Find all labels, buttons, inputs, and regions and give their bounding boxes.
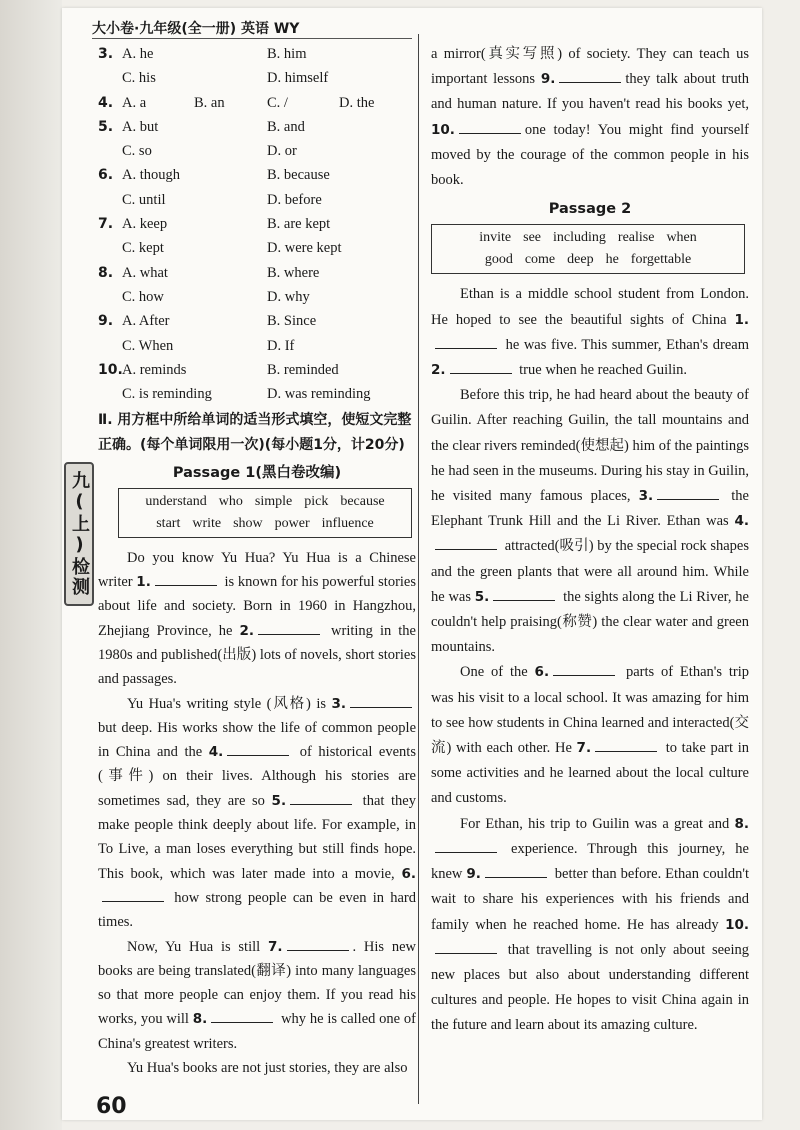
- blank-number: 7.: [576, 740, 592, 757]
- question-number: [98, 66, 122, 90]
- passage-1-body: [98, 546, 416, 1081]
- answer-blank: [102, 887, 164, 902]
- passage-paragraph: [431, 383, 749, 660]
- header-rule: [92, 38, 412, 39]
- box-word: understand: [145, 493, 207, 509]
- right-column: [431, 42, 749, 1039]
- answer-blank: [290, 790, 352, 805]
- answer-blank: [459, 119, 521, 134]
- side-tab-label: 九(上)检测: [64, 462, 94, 606]
- blank-number: 3.: [638, 488, 654, 505]
- blank-number: 6.: [401, 865, 416, 882]
- answer-blank: [559, 68, 621, 83]
- page-number: 60: [96, 1094, 127, 1119]
- answer-blank: [450, 359, 512, 374]
- blank-number: 9.: [540, 71, 556, 88]
- paragraph-text: the sights along the Li River, he couldn't help praising(称赞) the clear water and green mountains.: [431, 588, 749, 656]
- word-box-row: [436, 227, 740, 249]
- paragraph-text: Do you know Yu Hua? Yu Hua is a Chinese writer: [98, 549, 416, 591]
- box-word: deep: [567, 252, 594, 268]
- passage-1-continued: [431, 42, 749, 193]
- option-choice: A. a: [122, 94, 147, 111]
- option-choice: B. where: [267, 264, 320, 281]
- option-row: [98, 212, 416, 236]
- option-choice: A. what: [122, 264, 168, 281]
- paragraph-text: writing in the 1980s and published(出版) lots of novels, short stories and passages.: [98, 622, 416, 688]
- question-number: 4.: [98, 94, 114, 111]
- passage-paragraph: [98, 1056, 416, 1080]
- blank-number: 7.: [267, 938, 283, 955]
- paragraph-text: Yu Hua's writing style (风格) is: [127, 695, 332, 712]
- paragraph-text: . His new books are being translated(翻译) into many languages so that more people can enjoy them. If you read his works, you will: [98, 938, 416, 1028]
- page-header: 大小卷·九年级(全一册) 英语 WY: [92, 21, 300, 37]
- paragraph-text: he was five. This summer, Ethan's dream: [501, 336, 749, 353]
- option-choice: A. though: [122, 167, 180, 184]
- box-word: realise: [617, 230, 655, 246]
- option-choice: C. so: [122, 143, 152, 160]
- box-word: power: [274, 515, 310, 531]
- question-number: [98, 334, 122, 358]
- option-choice: B. him: [267, 46, 307, 62]
- paragraph-text: One of the: [460, 664, 535, 681]
- question-number: 10.: [98, 361, 123, 378]
- question-number: 5.: [98, 118, 114, 135]
- option-choice: D. before: [267, 191, 322, 208]
- passage-paragraph: [98, 692, 416, 935]
- option-choice: A. keep: [122, 216, 168, 233]
- answer-blank: [553, 661, 615, 676]
- answer-blank: [258, 620, 320, 635]
- options-list: [98, 42, 416, 406]
- paragraph-text: parts of Ethan's trip was his visit to a local school. It was amazing for him to see how students in China learned and interacted(交流) with each other. He: [431, 664, 750, 757]
- passage-paragraph: [431, 660, 749, 811]
- answer-blank: [287, 936, 349, 951]
- paragraph-text: of historical events (事件) on their lives. Although his stories are sometimes sad, they are so: [98, 744, 416, 809]
- option-row: [98, 66, 416, 90]
- answer-blank: [211, 1008, 273, 1023]
- option-choice: D. If: [267, 337, 295, 354]
- box-word: forgettable: [630, 252, 692, 268]
- option-choice: D. why: [267, 288, 310, 305]
- option-choice: B. an: [194, 94, 225, 111]
- box-word: when: [666, 230, 697, 246]
- answer-blank: [435, 939, 497, 954]
- paragraph-text: For Ethan, his trip to Guilin was a great and: [460, 815, 735, 832]
- question-number: 7.: [98, 216, 114, 233]
- blank-number: 9.: [466, 866, 481, 883]
- option-choice: B. reminded: [267, 361, 339, 378]
- question-number: 8.: [98, 264, 114, 281]
- blank-number: 5.: [271, 792, 287, 809]
- option-choice: B. are kept: [267, 216, 331, 233]
- blank-number: 5.: [474, 588, 490, 605]
- paragraph-text: Now, Yu Hua is still: [127, 938, 268, 955]
- answer-blank: [350, 693, 412, 708]
- option-choice: D. the: [339, 94, 375, 111]
- option-choice: D. were kept: [267, 240, 342, 257]
- option-choice: D. or: [267, 143, 297, 160]
- option-choice: B. because: [267, 167, 330, 184]
- option-row: [98, 163, 416, 187]
- blank-number: 2.: [431, 362, 446, 379]
- option-row: [98, 261, 416, 285]
- paragraph-text: that travelling is not only about seeing new places but also about understanding different cultures and people. He hopes to visit China again in the future and learn about its amazing culture.: [431, 941, 749, 1034]
- option-row: [98, 115, 416, 139]
- paragraph-text: Before this trip, he had heard about the beauty of Guilin. After reaching Guilin, the tall mountains and the clear rivers reminded(使想起) him of the paintings he had seen in the museums. During his stay in Guilin, he visited many famous places,: [431, 387, 749, 505]
- option-choice: C. is reminding: [122, 386, 212, 403]
- box-word: come: [524, 252, 556, 268]
- paragraph-text: a mirror(真实写照) of society. They can teach us important lessons: [431, 46, 749, 88]
- option-row: [98, 334, 416, 358]
- box-word: simple: [254, 493, 293, 509]
- answer-blank: [435, 535, 497, 550]
- option-row: [98, 382, 416, 406]
- option-choice: D. was reminding: [267, 386, 371, 403]
- word-box-row: [123, 513, 407, 535]
- option-choice: B. and: [267, 118, 305, 135]
- paragraph-text: they talk about truth and human nature. If you haven't read his books yet,: [431, 71, 749, 113]
- option-choice: C. until: [122, 191, 166, 208]
- option-row: [98, 91, 416, 115]
- paragraph-text: is known for his powerful stories about life and society. Born in 1960 in Hangzhou, Zhejiang Province, he: [98, 574, 417, 639]
- question-number: [98, 382, 122, 406]
- passage-paragraph: [431, 812, 749, 1039]
- binding-shadow: [0, 0, 62, 1130]
- box-word: see: [523, 230, 542, 246]
- paragraph-text: how strong people can be even in hard times.: [98, 889, 416, 931]
- blank-number: 10.: [431, 121, 455, 138]
- option-choice: C. kept: [122, 240, 164, 257]
- blank-number: 4.: [734, 513, 749, 530]
- box-word: good: [484, 252, 513, 268]
- answer-blank: [435, 334, 497, 349]
- blank-number: 2.: [239, 622, 255, 639]
- section-2-instruction: Ⅱ. 用方框中所给单词的适当形式填空，使短文完整正确。(每个单词限用一次)(每小题1分，计20分): [98, 412, 412, 453]
- passage-paragraph: [98, 546, 416, 692]
- box-word: show: [233, 515, 263, 531]
- option-choice: A. reminds: [122, 361, 187, 378]
- option-choice: A. but: [122, 118, 159, 135]
- option-row: [98, 42, 416, 66]
- paragraph-text: experience. Through this journey, he knew: [431, 840, 749, 883]
- option-row: [98, 139, 416, 163]
- left-column: [98, 42, 416, 1080]
- box-word: including: [553, 230, 606, 246]
- answer-blank: [485, 863, 547, 878]
- question-number: 3.: [98, 46, 114, 62]
- passage-2-title: Passage 2: [548, 201, 632, 218]
- paragraph-text: the Elephant Trunk Hill and the Li River. Ethan was: [431, 488, 749, 530]
- column-divider: [418, 34, 419, 1104]
- blank-number: 8.: [192, 1011, 208, 1028]
- option-choice: C. his: [122, 70, 156, 87]
- paragraph-text: but deep. His works show the life of common people in China and the: [98, 719, 416, 761]
- option-choice: C. how: [122, 288, 164, 305]
- box-word: he: [605, 252, 619, 268]
- option-choice: A. he: [122, 46, 154, 62]
- passage-paragraph: [98, 935, 416, 1056]
- option-row: [98, 188, 416, 212]
- passage-1-title: Passage 1(黑白卷改编): [172, 465, 342, 482]
- blank-number: 1.: [734, 311, 749, 328]
- option-row: [98, 285, 416, 309]
- question-number: [98, 139, 122, 163]
- blank-number: 8.: [734, 815, 749, 832]
- paragraph-text: that they make people think deeply about life. For example, in To Live, a man loses everything but still finds hope. This book, which was later made into a movie,: [98, 792, 416, 882]
- box-word: start: [156, 515, 181, 531]
- box-word: write: [192, 515, 222, 531]
- question-number: 9.: [98, 313, 114, 330]
- answer-blank: [595, 737, 657, 752]
- box-word: who: [218, 493, 243, 509]
- passage-paragraph-continued: [431, 42, 749, 193]
- word-box-row: [436, 249, 740, 271]
- option-choice: C. When: [122, 337, 174, 354]
- question-number: [98, 188, 122, 212]
- answer-blank: [435, 838, 497, 853]
- box-word: pick: [304, 493, 329, 509]
- question-number: [98, 236, 122, 260]
- paragraph-text: why he is called one of China's greatest writers.: [98, 1011, 416, 1052]
- question-number: [98, 285, 122, 309]
- paragraph-text: Ethan is a middle school student from London. He hoped to see the beautiful sights of China: [431, 286, 749, 328]
- paragraph-text: better than before. Ethan couldn't wait to share his experiences with his friends and family when he reached home. He has already: [431, 866, 749, 933]
- option-row: [98, 358, 416, 382]
- question-number: 6.: [98, 167, 114, 184]
- answer-blank: [657, 485, 719, 500]
- paragraph-text: one today! You might find yourself moved by the courage of the common people in his book.: [431, 121, 749, 189]
- option-choice: D. himself: [267, 70, 329, 87]
- box-word: invite: [479, 230, 512, 246]
- paragraph-text: Yu Hua's books are not just stories, they are also: [127, 1059, 408, 1076]
- box-word: influence: [321, 515, 374, 531]
- blank-number: 6.: [534, 664, 550, 681]
- option-choice: C. /: [267, 94, 288, 111]
- option-row: [98, 236, 416, 260]
- passage-2-body: [431, 282, 749, 1038]
- paragraph-text: to take part in some activities and he learned about the local culture and customs.: [431, 740, 749, 807]
- blank-number: 4.: [208, 744, 224, 761]
- option-choice: A. After: [122, 313, 170, 330]
- passage-1-word-box: [118, 488, 412, 538]
- passage-paragraph: [431, 282, 749, 383]
- paragraph-text: attracted(吸引) by the special rock shapes and the green plants that were all around him. While he was: [431, 538, 749, 605]
- answer-blank: [227, 741, 289, 756]
- option-row: [98, 309, 416, 333]
- option-choice: B. Since: [267, 313, 317, 330]
- blank-number: 1.: [136, 574, 151, 591]
- blank-number: 10.: [725, 916, 749, 933]
- word-box-row: [123, 491, 407, 513]
- blank-number: 3.: [331, 695, 346, 712]
- box-word: because: [340, 493, 385, 509]
- answer-blank: [493, 586, 555, 601]
- passage-2-word-box: [431, 224, 745, 274]
- answer-blank: [155, 571, 217, 586]
- paragraph-text: true when he reached Guilin.: [515, 362, 688, 379]
